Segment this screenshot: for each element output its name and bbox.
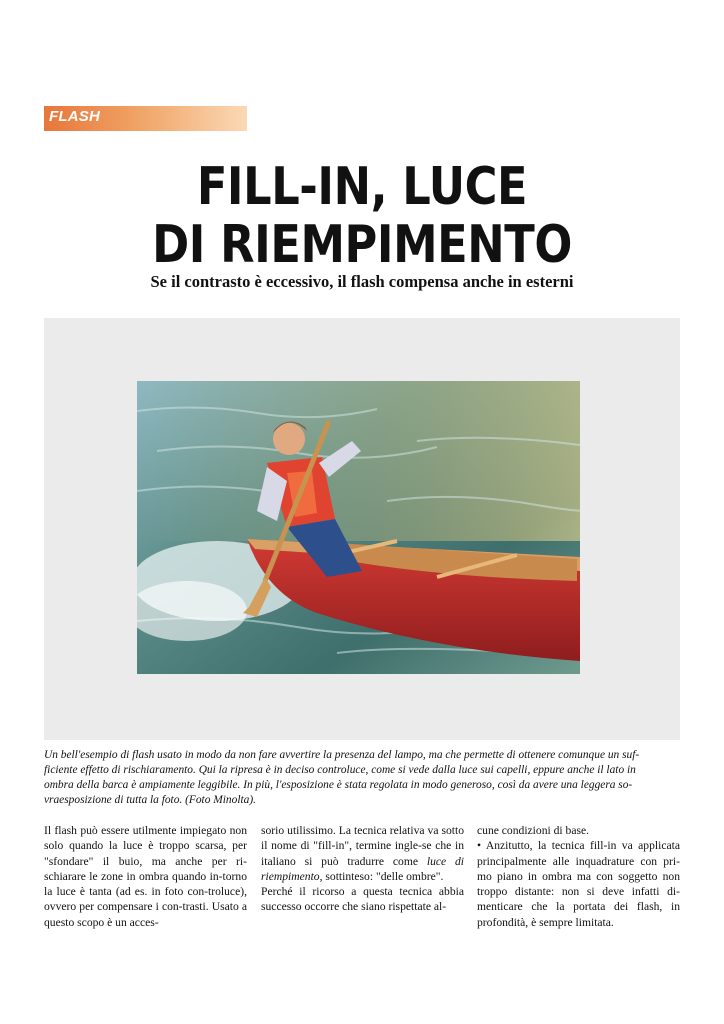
canoe-photo (137, 381, 580, 674)
body-column-2 (261, 823, 464, 915)
article-title-line-1: FILL-IN, LUCE (196, 157, 528, 217)
body-text: , sottinteso: "delle ombre". (319, 869, 444, 883)
article-title-line-2: DI RIEMPIMENTO (152, 215, 572, 275)
body-paragraph: Perché il ricorso a questa tecnica abbia successo occorre che siano rispettate al- (261, 885, 464, 914)
section-label: FLASH (49, 108, 100, 125)
body-paragraph (261, 823, 464, 884)
body-paragraph: cune condizioni di base. (477, 824, 590, 837)
caption-line: Un bell'esempio di flash usato in modo da non fare avvertire la presenza del lampo, ma che permette di ottenere comunque un suf- (44, 749, 640, 761)
photo-caption (44, 748, 680, 808)
body-text: sorio utilissimo. La tecnica relativa va sotto il nome di "fill-in", termine ingle-se che in italiano si può tradurre come (261, 824, 464, 868)
body-column-3 (477, 823, 680, 930)
body-column-1 (44, 823, 247, 930)
emphasis-term: luce di riempimento (261, 854, 464, 883)
body-paragraph: Il flash può essere utilmente impiegato non solo quando la luce è troppo scarsa, per "sfondare" il buio, ma anche per ri-schiarare le zone in ombra quando in-torno la luce è tanta (ad es. in foto con-troluce), ovvero per compensare i con-trasti. Usato a questo scopo è un acces- (44, 824, 247, 929)
caption-line: ombra della barca è ampiamente leggibile. In più, l'esposizione è stata regolata in modo generoso, così da avere una leggera so- (44, 779, 633, 791)
article-subtitle: Se il contrasto è eccessivo, il flash compensa anche in esterni (150, 272, 574, 291)
caption-line: vraesposizione di tutta la foto. (Foto Minolta). (44, 794, 256, 806)
body-paragraph: • Anzitutto, la tecnica fill-in va applicata principalmente alle inquadrature con pri-mo piano in ombra ma con soggetto non troppo distante: non si deve infatti di-menticare che la portata dei flash, in profondità, è sempre limitata. (477, 839, 680, 929)
caption-line: ficiente effetto di rischiaramento. Qui la ripresa è in deciso controluce, come si vede dalla luce sui capelli, eppure anche il lato in (44, 764, 636, 776)
